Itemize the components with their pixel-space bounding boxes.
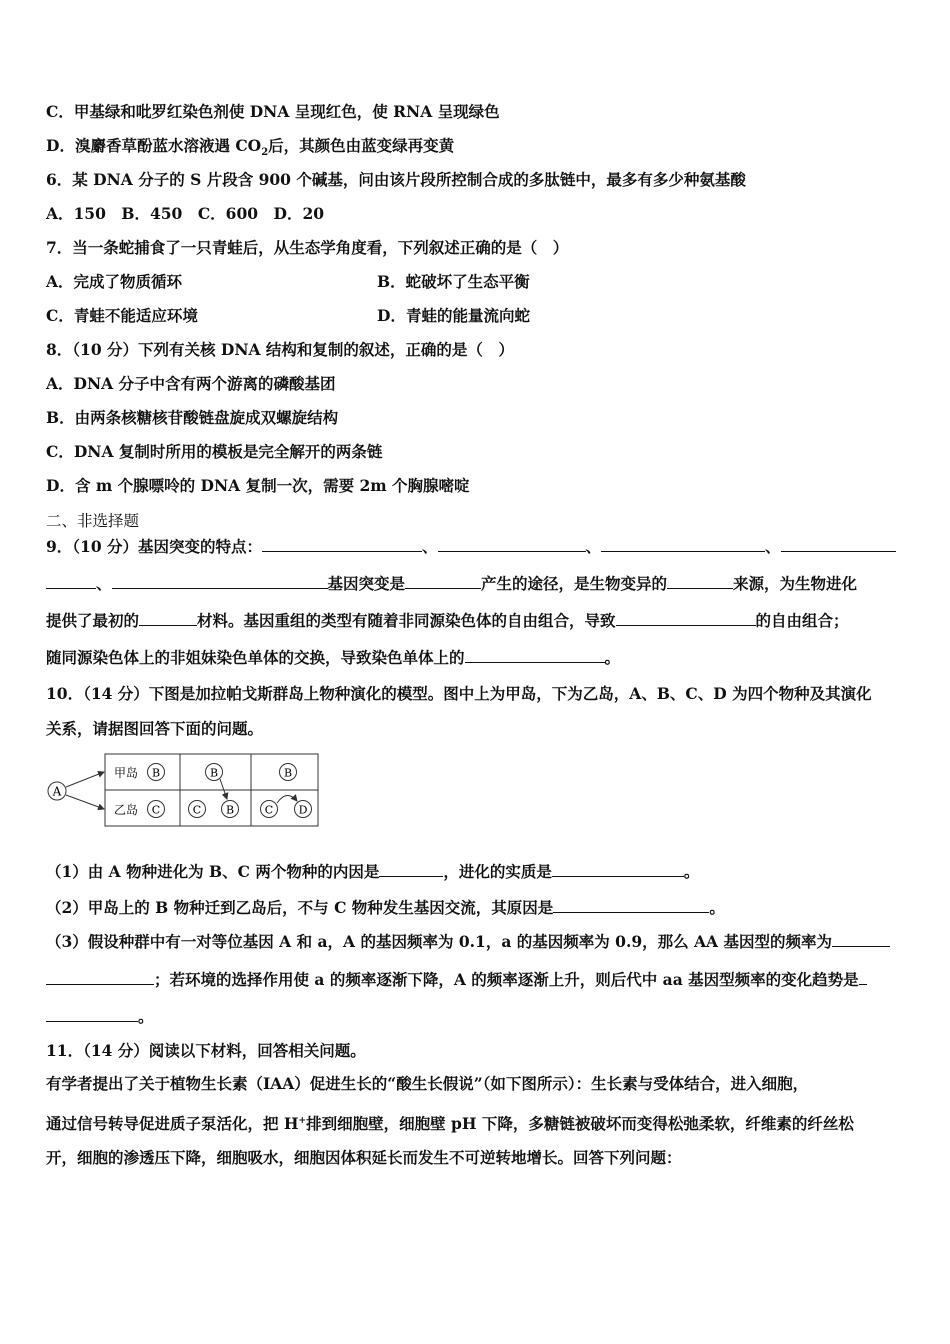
q9-line-3 xyxy=(46,611,849,631)
q11-superscript: + xyxy=(298,1116,307,1126)
species-b-label: B xyxy=(151,766,161,780)
q9-text: 随同源染色体上的非姐妹染色单体的交换，导致染色单体上的 xyxy=(46,648,465,667)
answer-blank[interactable] xyxy=(667,574,733,589)
answer-blank[interactable] xyxy=(553,898,709,913)
answer-blank[interactable] xyxy=(46,574,96,589)
q5-option-d-post: 后，其颜色由蓝变绿再变黄 xyxy=(268,136,455,155)
q5-option-d xyxy=(46,136,454,163)
q9-separator: 、 xyxy=(422,537,438,556)
q9-separator: 、 xyxy=(765,537,781,556)
q9-lead: 9．（10 分）基因突变的特点： xyxy=(46,537,263,556)
q9-line-1 xyxy=(46,537,896,557)
species-b-label: B xyxy=(283,766,293,780)
arrow-a-to-c xyxy=(66,795,104,809)
q9-end: 。 xyxy=(604,648,621,667)
q10-p1-text: （1）由 A 物种进化为 B、C 两个物种的内因是 xyxy=(46,862,380,881)
q9-line-2 xyxy=(46,574,857,594)
q6-stem: 6．某 DNA 分子的 S 片段含 900 个碱基，问由该片段所控制合成的多肽链中，最多有多少种氨基酸 xyxy=(46,170,746,189)
q11-para-text: 通过信号转导促进质子泵活化，把 H xyxy=(46,1114,299,1134)
species-d-label: D xyxy=(298,803,308,817)
q9-text: 产生的途径，是生物变异的 xyxy=(481,574,668,593)
q8-stem: 8．（10 分）下列有关核 DNA 结构和复制的叙述，正确的是（ ） xyxy=(46,340,514,359)
q9-text: 基因突变是 xyxy=(327,574,406,593)
species-c-label: C xyxy=(151,803,161,817)
island-top-label: 甲岛 xyxy=(114,766,139,780)
q5-option-d-pre: D．溴麝香草酚蓝水溶液遇 CO xyxy=(46,136,262,155)
arrow-a-to-b xyxy=(66,772,104,787)
answer-blank[interactable] xyxy=(781,537,896,552)
q10-stem-line-1: 10．（14 分）下图是加拉帕戈斯群岛上物种演化的模型。图中上为甲岛，下为乙岛，A、B、C、D 为四个物种及其演化 xyxy=(46,684,872,703)
q9-separator: 、 xyxy=(585,537,602,556)
q7-option-d: D．青蛙的能量流向蛇 xyxy=(377,306,530,325)
q10-part-1 xyxy=(46,862,699,882)
species-b-label: B xyxy=(209,766,219,780)
species-b-label: B xyxy=(225,803,235,817)
q9-text: 材料。基因重组的类型有随着非同源染色体的自由组合，导致 xyxy=(197,611,616,630)
q7-option-b: B．蛇破坏了生态平衡 xyxy=(377,272,530,291)
answer-blank[interactable] xyxy=(601,537,765,552)
q10-p1-text: ，进化的实质是 xyxy=(443,862,552,881)
q7-stem: 7．当一条蛇捕食了一只青蛙后，从生态学角度看，下列叙述正确的是（ ） xyxy=(46,238,569,257)
arrow-b-migrate xyxy=(220,779,227,799)
answer-blank[interactable] xyxy=(405,574,481,589)
answer-blank[interactable] xyxy=(832,932,890,947)
q9-line-4 xyxy=(46,648,620,668)
species-c-label: C xyxy=(264,803,274,817)
q10-p3-end: 。 xyxy=(138,1007,154,1026)
arrow-c-to-d xyxy=(277,795,297,803)
q11-para-text: 排到细胞壁，细胞壁 pH 下降，多糖链被破坏而变得松弛柔软，纤维素的纤丝松 xyxy=(306,1114,854,1134)
q5-option-c: C．甲基绿和吡罗红染色剂使 DNA 呈现红色，使 RNA 呈现绿色 xyxy=(46,102,500,121)
q5-option-d-subscript: 2 xyxy=(261,147,269,159)
answer-blank[interactable] xyxy=(379,862,443,877)
answer-blank[interactable] xyxy=(139,611,197,626)
q10-stem-line-2: 关系，请据图回答下面的问题。 xyxy=(46,719,264,738)
q10-part-3-end xyxy=(46,1007,154,1027)
q10-p3-text: ；若环境的选择作用使 a 的频率逐渐下降，A 的频率逐渐上升，则后代中 aa 基因型频率的变化趋势是 xyxy=(154,970,859,989)
q10-part-3 xyxy=(46,932,890,952)
q8-option-c: C．DNA 复制时所用的模板是完全解开的两条链 xyxy=(46,442,383,461)
q9-text: 提供了最初的 xyxy=(46,611,140,630)
q6-options: A．150 B．450 C．600 D．20 xyxy=(46,204,325,223)
q9-separator: 、 xyxy=(96,574,112,593)
q10-p3-text: （3）假设种群中有一对等位基因 A 和 a，A 的基因频率为 0.1，a 的基因频率为 0.9，那么 AA 基因型的频率为 xyxy=(46,932,832,951)
species-a-label: A xyxy=(52,784,62,799)
q10-p1-end: 。 xyxy=(683,862,700,881)
answer-blank[interactable] xyxy=(859,970,867,985)
island-bottom-label: 乙岛 xyxy=(114,803,139,817)
answer-blank[interactable] xyxy=(262,537,422,552)
section-heading: 二、非选择题 xyxy=(46,512,140,530)
evolution-diagram xyxy=(44,749,324,831)
q11-para-line-3: 开，细胞的渗透压下降，细胞吸水，细胞因体积延长而发生不可逆转地增长。回答下列问题： xyxy=(46,1148,682,1167)
q7-option-a: A．完成了物质循环 xyxy=(46,272,183,291)
q7-option-c: C．青蛙不能适应环境 xyxy=(46,306,198,325)
q11-stem: 11．（14 分）阅读以下材料，回答相关问题。 xyxy=(46,1041,366,1060)
q11-para-line-1: 有学者提出了关于植物生长素（IAA）促进生长的“酸生长假说”（如下图所示）：生长素与受体结合，进入细胞， xyxy=(46,1074,809,1093)
q8-option-a: A．DNA 分子中含有两个游离的磷酸基团 xyxy=(46,374,336,393)
answer-blank[interactable] xyxy=(46,970,154,985)
q10-p2-text: （2）甲岛上的 B 物种迁到乙岛后，不与 C 物种发生基因交流，其原因是 xyxy=(46,898,554,917)
answer-blank[interactable] xyxy=(112,574,328,589)
q10-part-2 xyxy=(46,898,725,918)
q10-p2-end: 。 xyxy=(709,898,725,917)
species-c-label: C xyxy=(192,803,202,817)
q9-text: 来源，为生物进化 xyxy=(733,574,858,593)
q10-part-3-cont xyxy=(46,970,867,990)
answer-blank[interactable] xyxy=(465,648,605,663)
q8-option-d: D．含 m 个腺嘌呤的 DNA 复制一次，需要 2m 个胸腺嘧啶 xyxy=(46,476,470,495)
answer-blank[interactable] xyxy=(552,862,684,877)
answer-blank[interactable] xyxy=(46,1007,138,1022)
q8-option-b: B．由两条核糖核苷酸链盘旋成双螺旋结构 xyxy=(46,408,339,427)
answer-blank[interactable] xyxy=(438,537,586,552)
q11-para-line-2 xyxy=(46,1111,854,1134)
answer-blank[interactable] xyxy=(616,611,756,626)
q9-text: 的自由组合； xyxy=(755,611,849,630)
